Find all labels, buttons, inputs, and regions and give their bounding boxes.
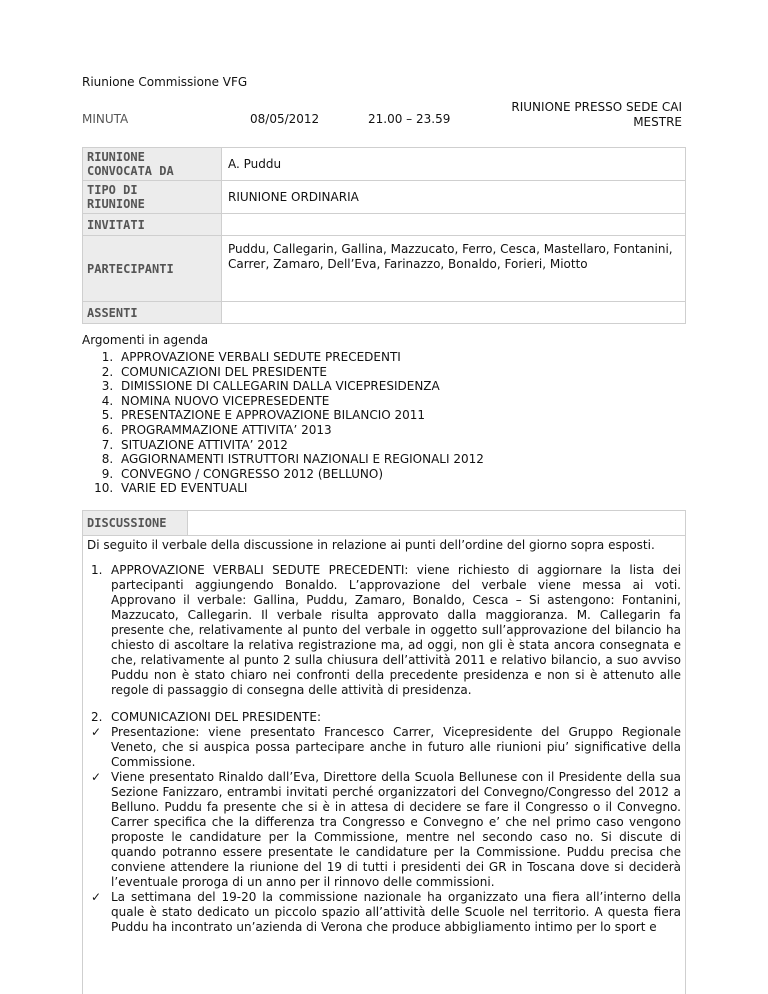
discussione-item-1 bbox=[87, 563, 681, 698]
agenda-item: 5. PRESENTAZIONE E APPROVAZIONE BILANCIO 2011 bbox=[117, 408, 677, 423]
row-assenti bbox=[83, 302, 686, 324]
meeting-time: 21.00 – 23.59 bbox=[368, 112, 451, 126]
discussione-item-2 bbox=[87, 710, 681, 935]
discussione-intro: Di seguito il verbale della discussione in relazione ai punti dell’ordine del giorno sopra esposti. bbox=[87, 538, 655, 552]
row-convocata bbox=[83, 148, 686, 181]
minuta-label: MINUTA bbox=[82, 112, 129, 126]
agenda-item: 3. DIMISSIONE DI CALLEGARIN DALLA VICEPRESIDENZA bbox=[117, 379, 677, 394]
invitati-label: INVITATI bbox=[83, 214, 222, 236]
document-title: Riunione Commissione VFG bbox=[82, 75, 248, 89]
tipo-value: RIUNIONE ORDINARIA bbox=[222, 181, 686, 214]
agenda-item: 7. SITUAZIONE ATTIVITA’ 2012 bbox=[117, 438, 677, 453]
agenda-item: 6. PROGRAMMAZIONE ATTIVITA’ 2013 bbox=[117, 423, 677, 438]
bullet-item bbox=[91, 890, 681, 935]
row-invitati bbox=[83, 214, 686, 236]
agenda-title: Argomenti in agenda bbox=[82, 333, 209, 347]
row-partecipanti bbox=[83, 236, 686, 302]
convocata-value: A. Puddu bbox=[222, 148, 686, 181]
bullet-text: Viene presentato Rinaldo dall’Eva, Direttore della Scuola Bellunese con il Presidente della sua Sezione Fanizzaro, entrambi invitati perché organizzatori del Convegno/Congresso del 2012 a Belluno. Puddu fa presente che si è in attesa di decidere se fare il Congresso o il Convegno. Carrer specifica che la differenza tra Congresso e Convegno e’ che nel primo caso vengono proposte le candidature per la Commissione, mentre nel secondo caso no. Si discute di quando potranno essere presentate le candidature per la Commissione. Puddu precisa che conviene attendere la riunione del 19 di tutti i presidenti dei GR in Toscana dove si deciderà l’eventuale proroga di un anno per il rinnovo delle commissioni. bbox=[111, 770, 681, 889]
bullet-item bbox=[91, 770, 681, 890]
bullet-text: Presentazione: viene presentato Francesco Carrer, Vicepresidente del Gruppo Regionale Veneto, che si auspica possa partecipare anche in futuro alle riunioni piu’ significative della Commissione. bbox=[111, 725, 681, 769]
meeting-date: 08/05/2012 bbox=[250, 112, 320, 126]
agenda-item: 9. CONVEGNO / CONGRESSO 2012 (BELLUNO) bbox=[117, 467, 677, 482]
discussione-label: DISCUSSIONE bbox=[83, 511, 188, 535]
item-title: COMUNICAZIONI DEL PRESIDENTE: bbox=[111, 710, 321, 724]
convocata-label-line2: CONVOCATA DA bbox=[87, 164, 174, 178]
partecipanti-line2: Carrer, Zamaro, Dell’Eva, Farinazzo, Bonaldo, Forieri, Miotto bbox=[228, 257, 588, 271]
meeting-place-line1: RIUNIONE PRESSO SEDE CAI bbox=[511, 100, 682, 114]
agenda-item: 8. AGGIORNAMENTI ISTRUTTORI NAZIONALI E REGIONALI 2012 bbox=[117, 452, 677, 467]
partecipanti-label: PARTECIPANTI bbox=[83, 236, 222, 302]
convocata-label bbox=[83, 148, 222, 181]
invitati-value bbox=[222, 214, 686, 236]
agenda-list bbox=[82, 350, 677, 496]
assenti-label: ASSENTI bbox=[83, 302, 222, 324]
discussione-section bbox=[82, 510, 686, 994]
agenda-item: 4. NOMINA NUOVO VICEPRESEDENTE bbox=[117, 394, 677, 409]
assenti-value bbox=[222, 302, 686, 324]
convocata-label-line1: RIUNIONE bbox=[87, 150, 145, 164]
row-tipo bbox=[83, 181, 686, 214]
meeting-info-table bbox=[82, 147, 686, 324]
checkmark-icon: ✓ bbox=[91, 890, 102, 904]
checkmark-icon: ✓ bbox=[91, 770, 102, 784]
item-number: 2. bbox=[91, 710, 103, 724]
bullet-text: La settimana del 19-20 la commissione nazionale ha organizzato una fiera all’interno della quale è stato dedicato un piccolo spazio all’attività delle Scuole nel territorio. A questa fiera Puddu ha incontrato un’azienda di Verona che produce abbigliamento intimo per lo sport e bbox=[111, 890, 681, 934]
bullet-item bbox=[91, 725, 681, 770]
partecipanti-line1: Puddu, Callegarin, Gallina, Mazzucato, Ferro, Cesca, Mastellaro, Fontanini, bbox=[228, 242, 673, 256]
checkmark-icon: ✓ bbox=[91, 725, 102, 739]
tipo-label-line2: RIUNIONE bbox=[87, 197, 145, 211]
item-bullets bbox=[91, 725, 681, 935]
agenda-item: 1. APPROVAZIONE VERBALI SEDUTE PRECEDENTI bbox=[117, 350, 677, 365]
agenda-item: 10. VARIE ED EVENTUALI bbox=[117, 481, 677, 496]
partecipanti-value bbox=[222, 236, 686, 302]
agenda-item: 2. COMUNICAZIONI DEL PRESIDENTE bbox=[117, 365, 677, 380]
discussione-body bbox=[83, 536, 685, 949]
item-text: APPROVAZIONE VERBALI SEDUTE PRECEDENTI: viene richiesto di aggiornare la lista dei partecipanti aggiungendo Bonaldo. L’approvazione del verbale viene messa ai voti. Approvano il verbale: Gallina, Puddu, Zamaro, Bonaldo, Cesca – Si astengono: Fontanini, Mazzucato, Callegarin. Il verbale risulta approvato dalla maggioranza. M. Callegarin fa presente che, relativamente al punto del verbale in oggetto sull’approvazione del bilancio ha chiesto di ascoltare la relativa registrazione ma, ad oggi, non gli è stata ancora consegnata e che, relativamente al punto 2 sulla chiusura dell’attività 2011 e relativo bilancio, a suo avviso Puddu non è stato chiaro nei confronti della precedente presidenza e non si è attenuto alle regole di passaggio di consegna delle attività di presidenza. bbox=[111, 563, 681, 697]
item-number: 1. bbox=[91, 563, 103, 577]
meeting-place-line2: MESTRE bbox=[633, 115, 682, 129]
meeting-place bbox=[490, 100, 682, 130]
tipo-label bbox=[83, 181, 222, 214]
tipo-label-line1: TIPO DI bbox=[87, 183, 138, 197]
discussione-header bbox=[83, 511, 685, 536]
